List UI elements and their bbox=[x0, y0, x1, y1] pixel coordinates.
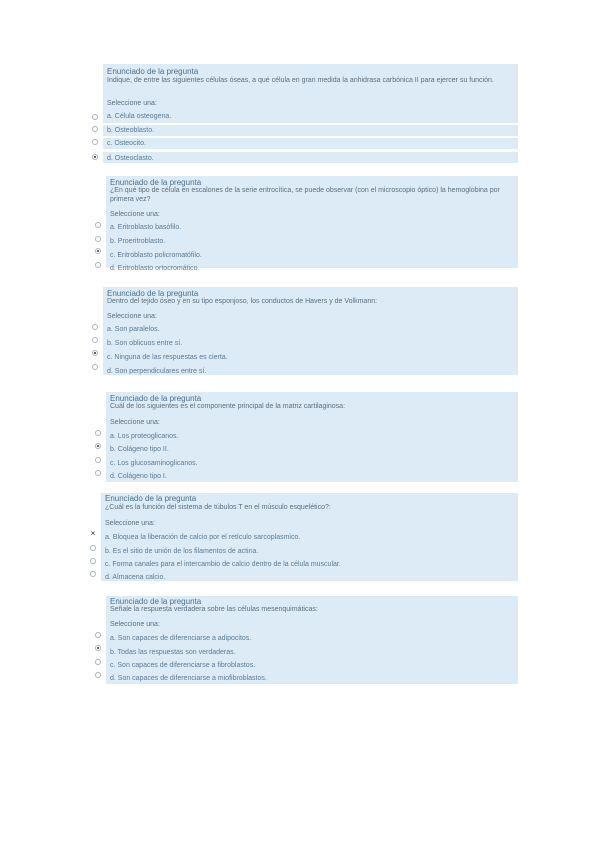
option-d-label[interactable]: d. Almacena calcio. bbox=[105, 574, 166, 581]
radio-option-a[interactable]: × bbox=[90, 529, 96, 538]
radio-option-c[interactable] bbox=[92, 350, 98, 356]
radio-option-c[interactable] bbox=[95, 659, 101, 665]
radio-option-c[interactable] bbox=[90, 558, 96, 564]
option-c-label[interactable]: c. Los glucosaminoglicanos. bbox=[110, 460, 198, 467]
radio-option-c[interactable] bbox=[92, 139, 98, 145]
option-band bbox=[103, 138, 518, 149]
radio-option-c[interactable] bbox=[95, 248, 101, 254]
option-a-label[interactable]: a. Bloquea la liberación de calcio por el retículo sarcoplasmico. bbox=[105, 534, 301, 541]
question-text: ¿Cuál es la función del sistema de túbulos T en el músculo esquelético?: bbox=[105, 504, 331, 511]
option-d-label[interactable]: d. Osteoclasto. bbox=[107, 155, 154, 162]
radio-option-c[interactable] bbox=[95, 457, 101, 463]
select-label: Seleccione una: bbox=[110, 419, 160, 426]
question-text: Cuál de los siguientes es el componente principal de la matriz cartilaginosa: bbox=[110, 403, 346, 410]
select-label: Seleccione una: bbox=[110, 211, 160, 218]
question-title: Enunciado de la pregunta bbox=[105, 494, 197, 503]
radio-option-b[interactable] bbox=[92, 337, 98, 343]
radio-option-b[interactable] bbox=[95, 443, 101, 449]
option-a-label[interactable]: a. Célula osteogena. bbox=[107, 113, 172, 120]
radio-option-a[interactable] bbox=[95, 632, 101, 638]
option-b-label[interactable]: b. Colágeno tipo II. bbox=[110, 446, 169, 453]
option-b-label[interactable]: b. Es el sitio de unión de los filamentos de actina. bbox=[105, 548, 259, 555]
option-c-label[interactable]: c. Eritroblasto policromatófilo. bbox=[110, 252, 202, 259]
radio-option-a[interactable] bbox=[95, 222, 101, 228]
option-band bbox=[103, 125, 518, 136]
question-text: ¿En qué tipo de célula en escalones de la serie eritrocítica, se puede observar (con el microscopio óptico) la hemoglobina por primera vez? bbox=[110, 187, 500, 203]
option-a-label[interactable]: a. Son capaces de diferenciarse a adipocitos. bbox=[110, 635, 252, 642]
option-a-label[interactable]: a. Los proteoglicanos. bbox=[110, 433, 179, 440]
question-text: Señale la respuesta verdadera sobre las células mesenquimáticas: bbox=[110, 606, 318, 613]
radio-option-b[interactable] bbox=[95, 236, 101, 242]
radio-option-a[interactable] bbox=[95, 430, 101, 436]
radio-option-d[interactable] bbox=[95, 262, 101, 268]
option-c-label[interactable]: c. Ninguna de las respuestas es cierta. bbox=[107, 354, 228, 361]
radio-option-b[interactable] bbox=[95, 645, 101, 651]
select-label: Seleccione una: bbox=[105, 520, 155, 527]
option-a-label[interactable]: a. Eritroblasto basófilo. bbox=[110, 224, 182, 231]
option-b-label[interactable]: b. Proeritroblasto. bbox=[110, 238, 166, 245]
question-text: Indique, de entre las siguientes células óseas, a qué célula en gran medida la anhidrasa carbónica II para ejercer su función. bbox=[107, 77, 494, 84]
radio-option-d[interactable] bbox=[92, 154, 98, 160]
question-title: Enunciado de la pregunta bbox=[107, 289, 199, 298]
radio-option-b[interactable] bbox=[90, 545, 96, 551]
question-title: Enunciado de la pregunta bbox=[110, 597, 202, 606]
question-title: Enunciado de la pregunta bbox=[110, 394, 202, 403]
radio-option-d[interactable] bbox=[90, 571, 96, 577]
radio-option-b[interactable] bbox=[92, 126, 98, 132]
option-c-label[interactable]: c. Son capaces de diferenciarse a fibroblastos. bbox=[110, 662, 256, 669]
radio-option-d[interactable] bbox=[92, 364, 98, 370]
option-d-label[interactable]: d. Son perpendiculares entre sí. bbox=[107, 368, 207, 375]
option-band bbox=[103, 152, 518, 163]
option-d-label[interactable]: d. Son capaces de diferenciarse a miofibroblastos. bbox=[110, 675, 267, 682]
radio-option-d[interactable] bbox=[95, 672, 101, 678]
question-text: Dentro del tejido óseo y en su tipo esponjoso, los conductos de Havers y de Volkmann: bbox=[107, 298, 378, 305]
radio-option-a[interactable] bbox=[92, 114, 98, 120]
option-b-label[interactable]: b. Osteoblasto. bbox=[107, 127, 155, 134]
select-label: Seleccione una: bbox=[107, 313, 157, 320]
option-d-label[interactable]: d. Eritroblasto ortocromático. bbox=[110, 265, 200, 272]
option-c-label[interactable]: c. Osteocito. bbox=[107, 140, 146, 147]
radio-option-d[interactable] bbox=[95, 470, 101, 476]
option-b-label[interactable]: b. Todas las respuestas son verdaderas. bbox=[110, 649, 236, 656]
option-b-label[interactable]: b. Son oblicuos entre sí. bbox=[107, 340, 183, 347]
option-a-label[interactable]: a. Son paralelos. bbox=[107, 326, 160, 333]
question-title: Enunciado de la pregunta bbox=[110, 178, 202, 187]
option-d-label[interactable]: d. Colágeno tipo I. bbox=[110, 473, 167, 480]
select-label: Seleccione una: bbox=[107, 100, 157, 107]
select-label: Seleccione una: bbox=[110, 621, 160, 628]
option-c-label[interactable]: c. Forma canales para el intercambio de calcio dentro de la célula muscular. bbox=[105, 561, 341, 568]
radio-option-a[interactable] bbox=[92, 324, 98, 330]
question-title: Enunciado de la pregunta bbox=[107, 67, 199, 76]
